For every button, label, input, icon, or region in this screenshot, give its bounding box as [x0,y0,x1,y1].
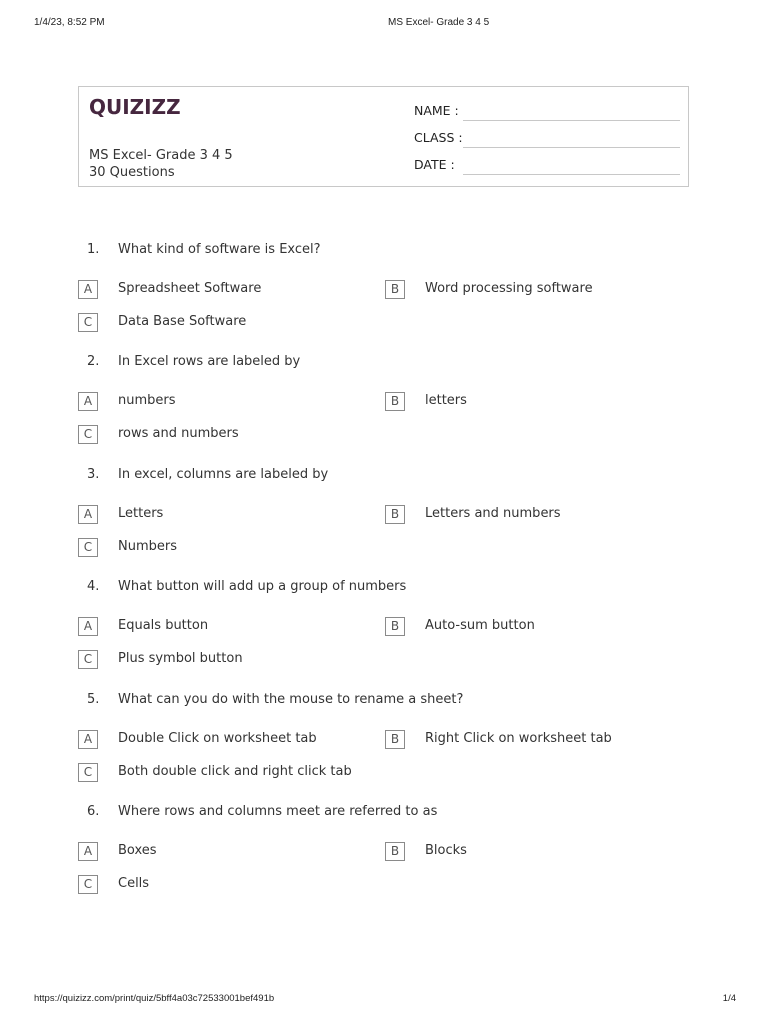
question-number: 1. [87,242,100,257]
option-letter-box[interactable]: C [78,313,98,332]
print-header [34,17,734,31]
option-letter-box[interactable]: A [78,280,98,299]
option-text: numbers [118,393,176,409]
option-letter-box[interactable]: B [385,842,405,861]
option-text: Blocks [425,843,467,858]
quizizz-logo-mark [89,94,181,120]
option-text: Right Click on worksheet tab [425,730,612,746]
option-letter-box[interactable]: B [385,505,405,524]
page-number: 1/4 [722,993,736,1004]
question-number: 6. [87,804,100,819]
option-text: Numbers [118,538,177,554]
option-letter-box[interactable]: C [78,425,98,444]
print-url: https://quizizz.com/print/quiz/5bff4a03c72533001bef491b [34,993,275,1004]
question-number: 3. [87,466,100,482]
option-text: Plus symbol button [118,651,243,667]
quizizz-logo [89,94,181,120]
question-text: What button will add up a group of numbers [118,579,407,595]
question-number: 5. [87,691,100,707]
name-field[interactable] [463,120,680,121]
option-letter-box[interactable]: C [78,875,98,894]
class-field[interactable] [463,147,680,148]
option-text: Letters [118,505,164,521]
question-text: In Excel rows are labeled by [118,354,301,370]
option-letter-box[interactable]: A [78,505,98,524]
name-label: NAME : [414,103,459,118]
option-letter-box[interactable]: A [78,392,98,411]
option-letter-box[interactable]: B [385,280,405,299]
date-label: DATE : [414,157,455,172]
quiz-title: MS Excel- Grade 3 4 5 [89,148,233,163]
option-letter-box[interactable]: A [78,842,98,861]
question-count: 30 Questions [89,165,175,180]
question-text: What kind of software is Excel? [118,242,321,257]
option-letter-box[interactable]: C [78,763,98,782]
question-text: Where rows and columns meet are referred to as [118,804,438,819]
option-text: Boxes [118,843,157,858]
logo-text: QUIZIZZ [89,95,181,119]
option-letter-box[interactable]: A [78,730,98,749]
question-text: In excel, columns are labeled by [118,466,329,482]
date-field[interactable] [463,174,680,175]
option-letter-box[interactable]: B [385,730,405,749]
option-text: rows and numbers [118,426,239,442]
print-footer [34,993,736,1007]
question-number: 2. [87,354,100,370]
print-timestamp: 1/4/23, 8:52 PM [34,17,105,28]
option-letter-box[interactable]: B [385,617,405,636]
option-letter-box[interactable]: B [385,392,405,411]
question-text: What can you do with the mouse to rename a sheet? [118,691,464,707]
option-text: Data Base Software [118,314,247,329]
option-text: Word processing software [425,281,593,296]
quiz-header-box [78,86,689,187]
question-number: 4. [87,579,100,595]
class-label: CLASS : [414,130,463,145]
option-text: letters [425,393,467,409]
option-letter-box[interactable]: C [78,538,98,557]
option-text: Letters and numbers [425,505,561,521]
option-text: Equals button [118,618,209,634]
option-text: Cells [118,876,150,891]
print-page-title: MS Excel- Grade 3 4 5 [388,17,490,28]
option-text: Auto-sum button [425,618,535,634]
option-text: Spreadsheet Software [118,281,262,296]
option-letter-box[interactable]: C [78,650,98,669]
option-text: Double Click on worksheet tab [118,730,317,746]
option-letter-box[interactable]: A [78,617,98,636]
option-text: Both double click and right click tab [118,763,352,779]
